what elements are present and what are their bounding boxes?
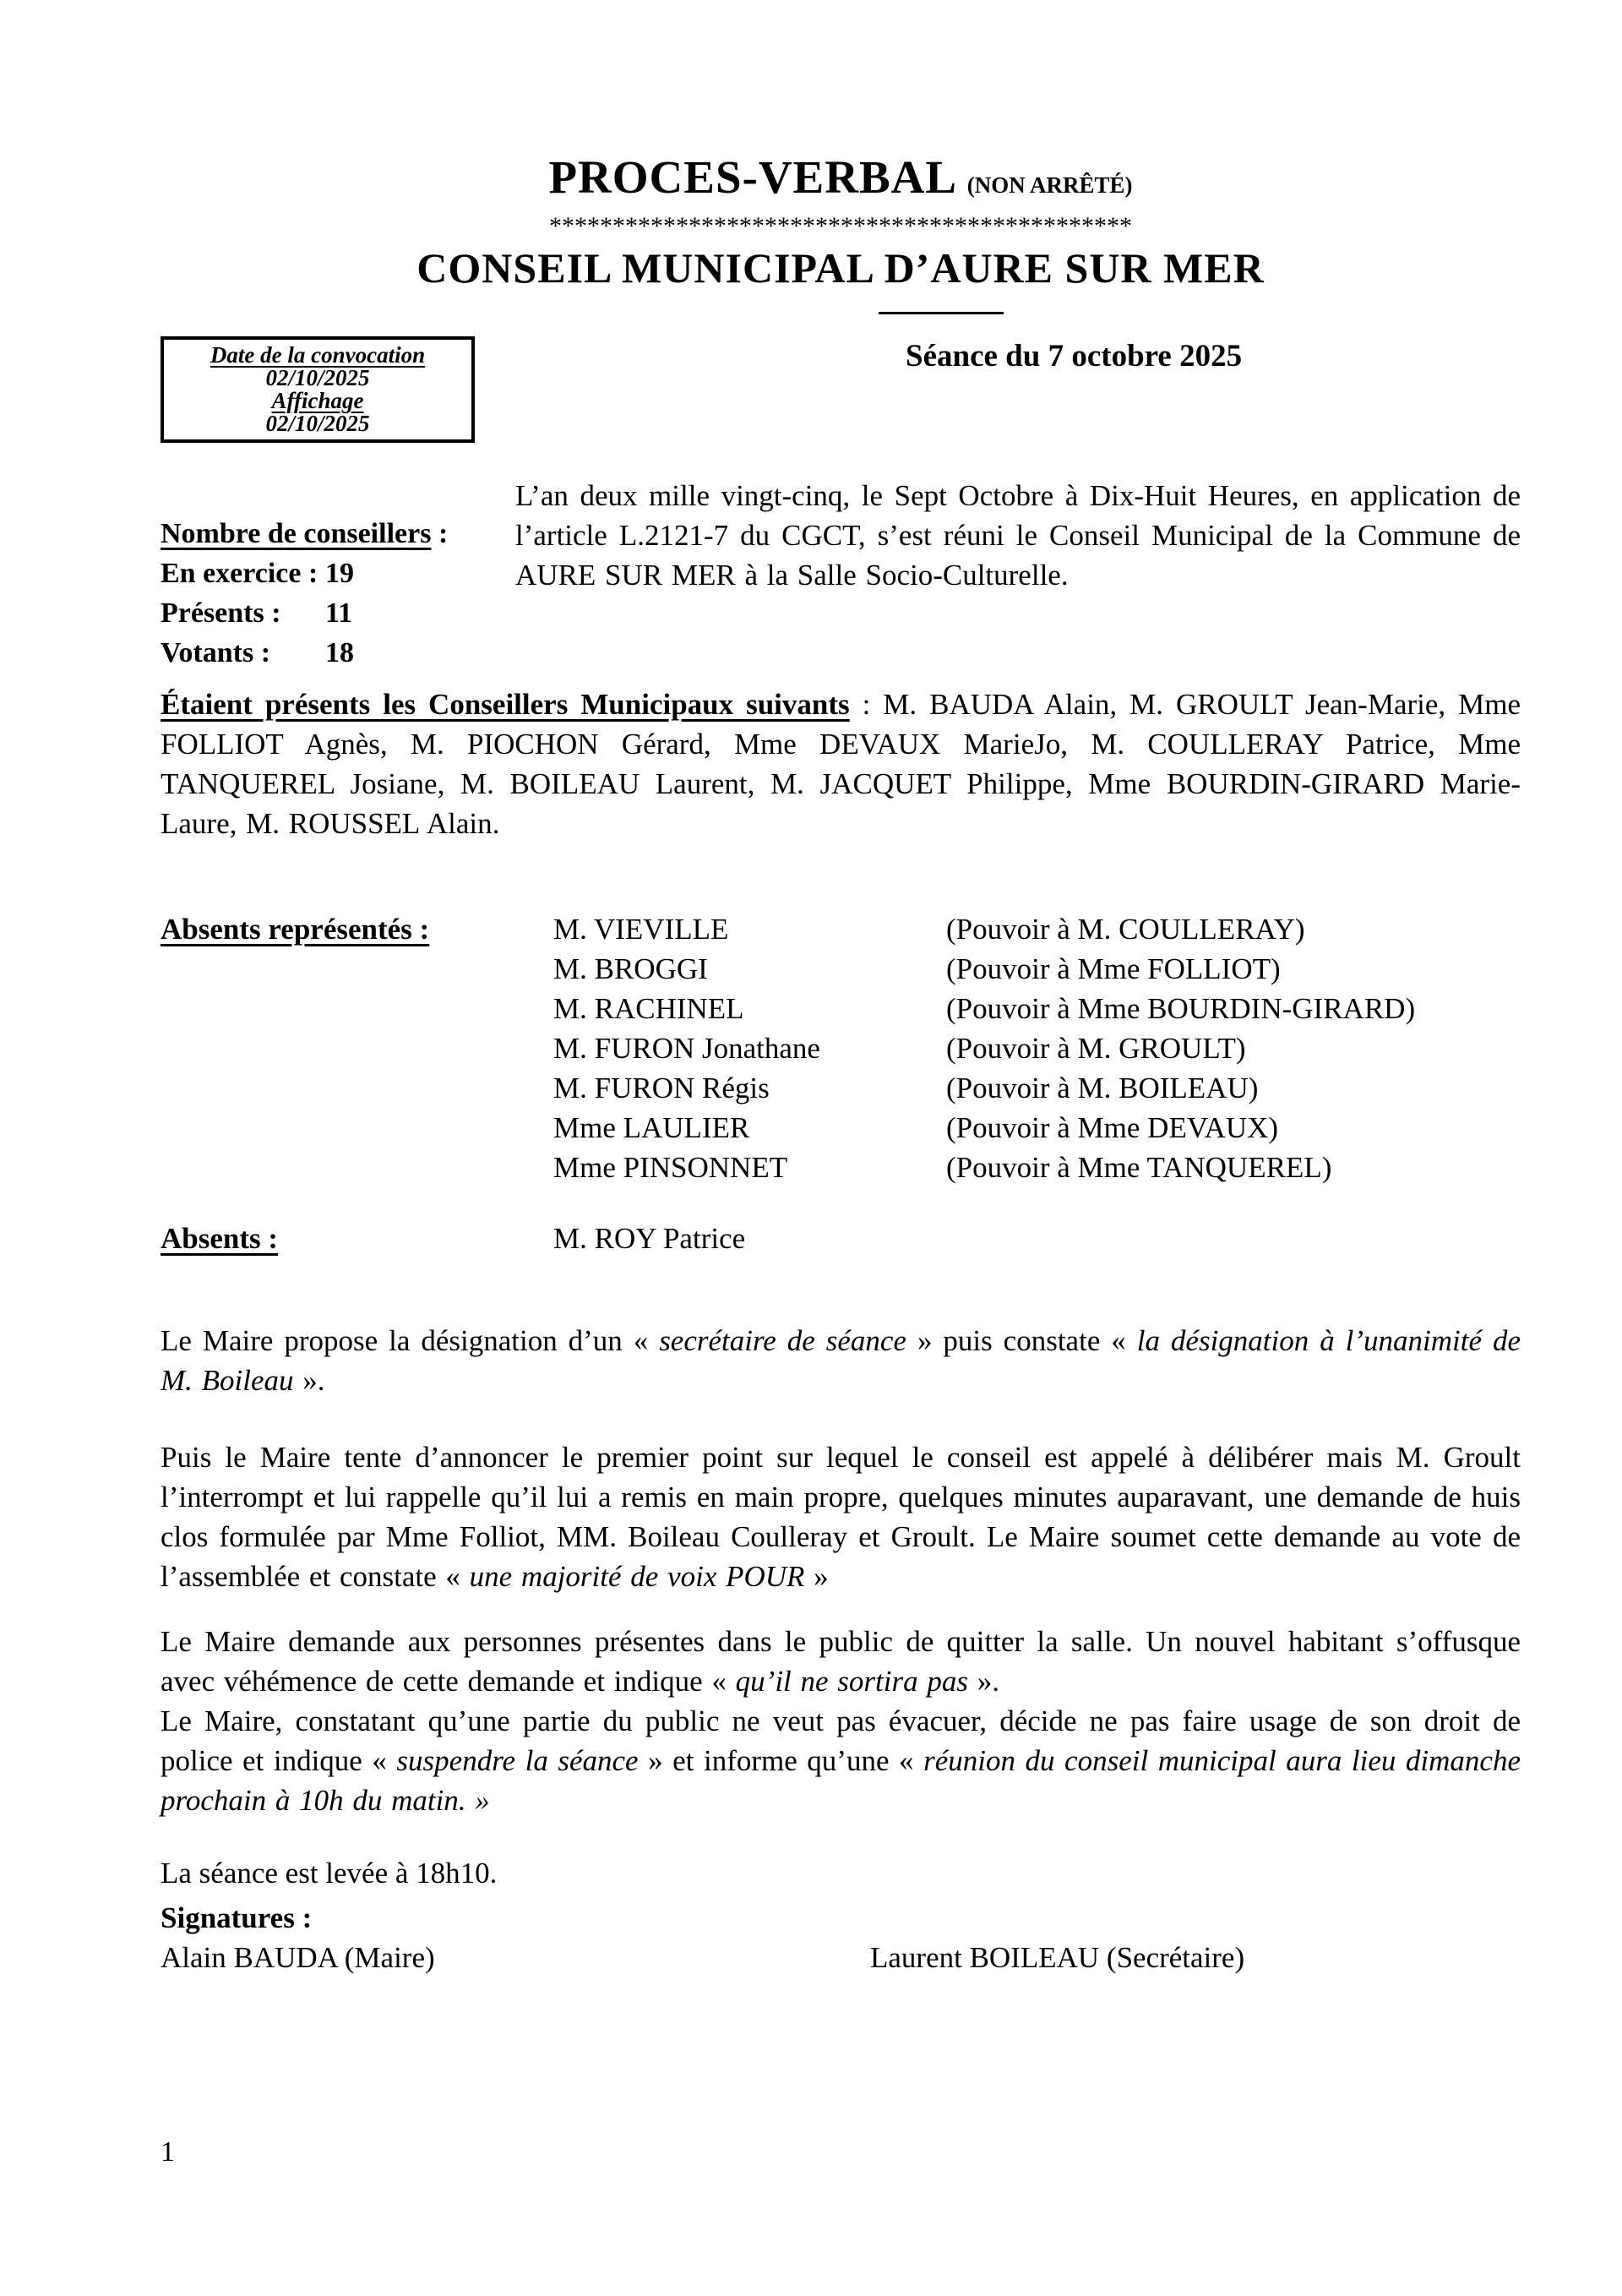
signature-secretaire: Laurent BOILEAU (Secrétaire) bbox=[870, 1941, 1245, 1974]
signatures-heading: Signatures : bbox=[161, 1901, 313, 1934]
affichage-label: Affichage bbox=[271, 388, 364, 413]
absent-pouvoir: (Pouvoir à Mme FOLLIOT) bbox=[946, 952, 1281, 985]
absent-name: M. FURON Jonathane bbox=[553, 1032, 820, 1065]
title-rule bbox=[879, 312, 1004, 314]
absents-section bbox=[161, 1219, 1521, 1258]
paragraph-huis-clos: Puis le Maire tente d’annoncer le premier point sur lequel le conseil est appelé à délibérer mais M. Groult l’interrompt et lui rappelle qu’il lui a remis en main propre, quelques minutes auparavant, une demande de huis clos formulée par Mme Folliot, MM. Boileau Coulleray et Groult. Le Maire soumet cette demande au vote de l’assemblée et constate « une majorité de voix POUR » bbox=[161, 1441, 1521, 1593]
signature-maire: Alain BAUDA (Maire) bbox=[161, 1941, 435, 1974]
presents-names: : M. BAUDA Alain, M. GROULT Jean-Marie, Mme FOLLIOT Agnès, M. PIOCHON Gérard, Mme DEVAUX MarieJo, M. COULLERAY Patrice, Mme TANQUEREL Josiane, M. BOILEAU Laurent, M. JACQUET Philippe, Mme BOURDIN-GIRARD Marie-Laure, M. ROUSSEL Alain. bbox=[161, 688, 1521, 840]
session-title: Séance du 7 octobre 2025 bbox=[906, 339, 1243, 374]
absent-pouvoir: (Pouvoir à M. GROULT) bbox=[946, 1032, 1246, 1065]
absent-name: Mme LAULIER bbox=[553, 1111, 750, 1144]
absent-pouvoir: (Pouvoir à Mme BOURDIN-GIRARD) bbox=[946, 992, 1416, 1025]
paragraph-secretaire: Le Maire propose la désignation d’un « secrétaire de séance » puis constate « la désignation à l’unanimité de M. Boileau ». bbox=[161, 1324, 1521, 1397]
document-title-suffix: (NON ARRÊTÉ) bbox=[966, 172, 1133, 198]
absent-row bbox=[161, 1148, 1521, 1187]
convocation-date-label: Date de la convocation bbox=[210, 342, 426, 368]
counter-value-exercice: 19 bbox=[325, 558, 354, 589]
absent-row bbox=[161, 909, 1521, 949]
absent-name: M. RACHINEL bbox=[553, 992, 744, 1025]
absent-name: M. FURON Régis bbox=[553, 1072, 770, 1104]
absent-pouvoir: (Pouvoir à M. BOILEAU) bbox=[946, 1072, 1259, 1104]
paragraph-suspension bbox=[161, 1622, 1521, 1820]
paragraph-suspension-part2: Le Maire, constatant qu’une partie du public ne veut pas évacuer, décide ne pas faire usage de son droit de police et indique « suspendre la séance » et informe qu’une « réunion du conseil municipal aura lieu dimanche prochain à 10h du matin. » bbox=[161, 1704, 1521, 1817]
absents-represented-section bbox=[161, 909, 1521, 1187]
absent-row bbox=[161, 949, 1521, 989]
counter-row-votants: Votants : 18 bbox=[161, 637, 354, 668]
absent-name: M. ROY Patrice bbox=[553, 1222, 746, 1255]
absent-pouvoir: (Pouvoir à Mme DEVAUX) bbox=[946, 1111, 1279, 1144]
left-column bbox=[161, 336, 515, 673]
absent-pouvoir: (Pouvoir à M. COULLERAY) bbox=[946, 913, 1305, 946]
presents-heading: Étaient présents les Conseillers Municipaux suivants bbox=[161, 688, 850, 721]
counter-value-presents: 11 bbox=[325, 597, 353, 629]
counter-row-exercice: En exercice : 19 bbox=[161, 558, 354, 589]
top-section bbox=[161, 336, 1521, 673]
presents-paragraph bbox=[161, 684, 1521, 843]
affichage-date-value: 02/10/2025 bbox=[265, 411, 370, 436]
document-title-main: PROCES-VERBAL bbox=[548, 151, 955, 203]
absent-row bbox=[161, 1028, 1521, 1068]
absent-row bbox=[161, 989, 1521, 1028]
document-title bbox=[161, 150, 1521, 212]
counter-value-votants: 18 bbox=[325, 637, 354, 668]
right-column bbox=[515, 336, 1521, 673]
stars-divider: ********************************************** bbox=[549, 212, 1132, 240]
absent-name: M. VIEVILLE bbox=[553, 913, 729, 946]
absents-represented-heading: Absents représentés : bbox=[161, 913, 430, 946]
document-content bbox=[0, 150, 1622, 2172]
absent-row bbox=[161, 1108, 1521, 1148]
counter-row-presents: Présents : 11 bbox=[161, 597, 353, 629]
convocation-box bbox=[161, 336, 475, 443]
header bbox=[161, 150, 1521, 314]
counters-heading: Nombre de conseillers : bbox=[161, 518, 449, 549]
page-number: 1 bbox=[161, 2136, 175, 2168]
intro-paragraph: L’an deux mille vingt-cinq, le Sept Octobre à Dix-Huit Heures, en application de l’article L.2121-7 du CGCT, s’est réuni le Conseil Municipal de la Commune de AURE SUR MER à la Salle Socio-Culturelle. bbox=[515, 479, 1521, 592]
absent-name: M. BROGGI bbox=[553, 952, 708, 985]
document-subtitle: CONSEIL MUNICIPAL D’AURE SUR MER bbox=[416, 244, 1265, 292]
counters-block bbox=[161, 514, 515, 673]
absents-heading: Absents : bbox=[161, 1222, 279, 1255]
signatures-row bbox=[161, 1938, 1521, 1977]
absent-pouvoir: (Pouvoir à Mme TANQUEREL) bbox=[946, 1151, 1332, 1184]
paragraph-suspension-part1: Le Maire demande aux personnes présentes dans le public de quitter la salle. Un nouvel habitant s’offusque avec véhémence de cette demande et indique « qu’il ne sortira pas ». bbox=[161, 1625, 1521, 1698]
absent-name: Mme PINSONNET bbox=[553, 1151, 788, 1184]
absent-row bbox=[161, 1068, 1521, 1108]
closing-line: La séance est levée à 18h10. bbox=[161, 1857, 498, 1890]
convocation-date-value: 02/10/2025 bbox=[265, 365, 370, 390]
